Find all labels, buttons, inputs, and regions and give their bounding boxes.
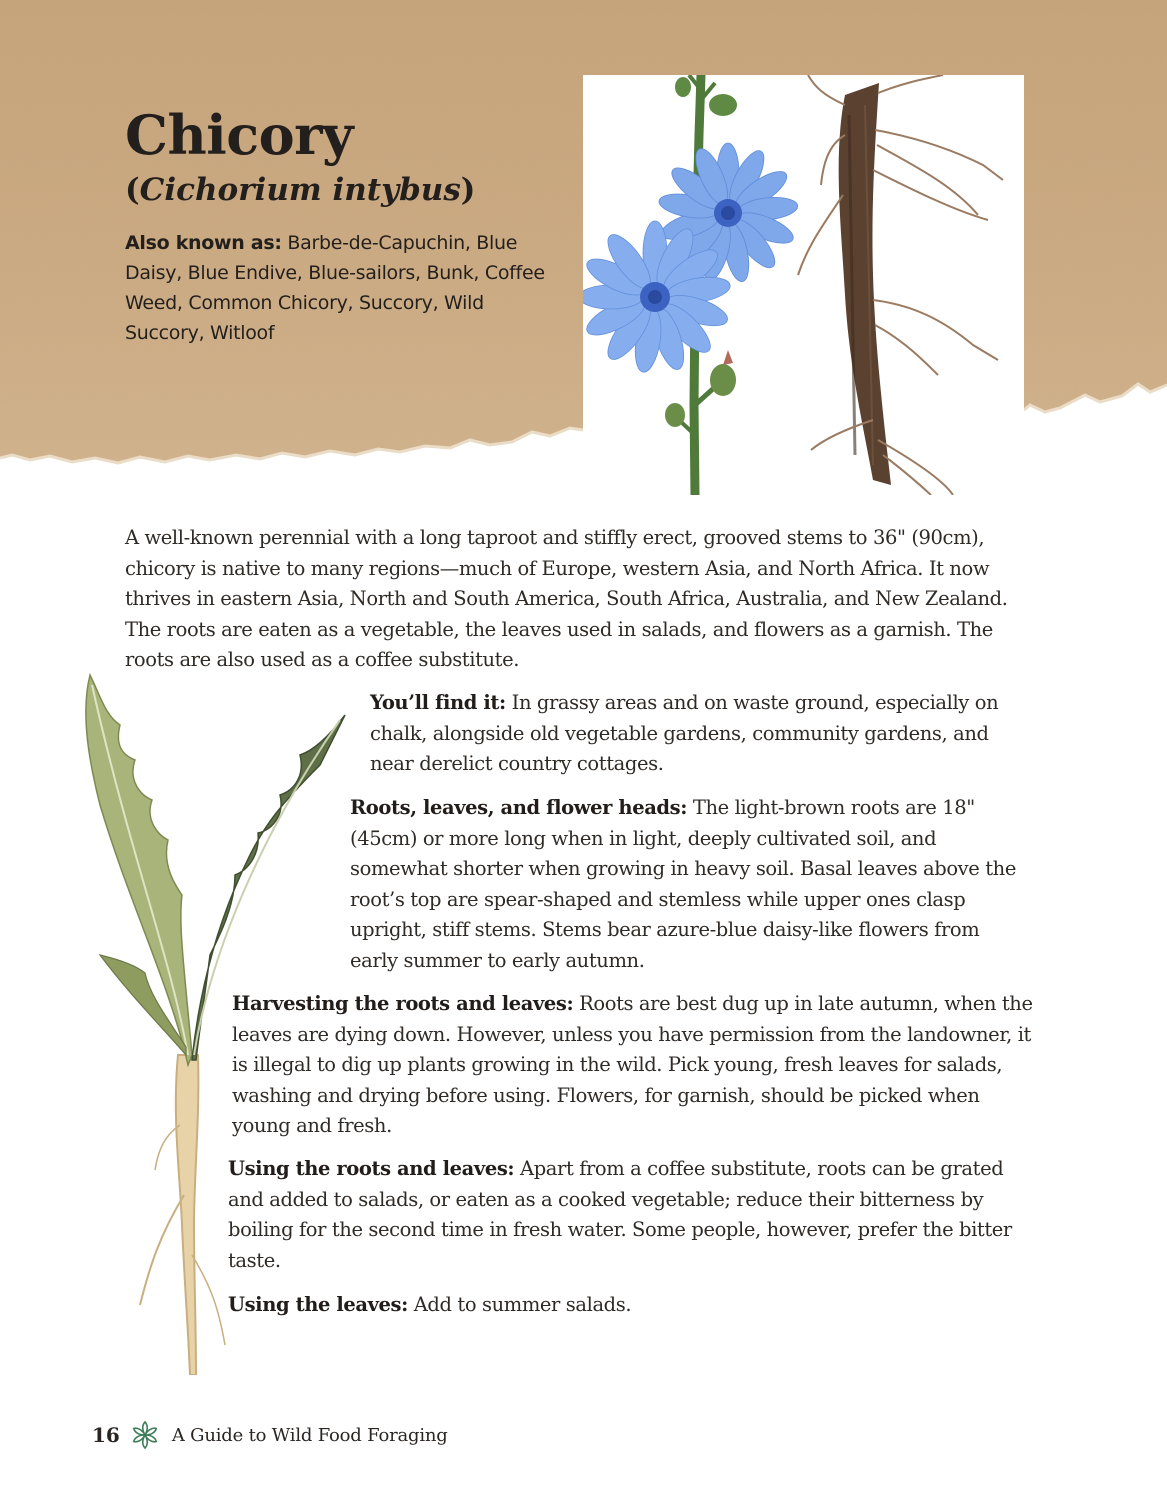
section-text: Apart from a coffee substitute, roots can be grated and added to salads, or eaten as a cooked vegetable; reduce their bitterness by boiling for the second time in fresh water. Some people, however, prefer the bitter taste. bbox=[228, 1157, 1012, 1272]
also-known-as bbox=[125, 228, 545, 348]
plant-title: Chicory bbox=[125, 103, 353, 167]
section-using-roots-leaves bbox=[228, 1154, 1028, 1276]
page-number: 16 bbox=[92, 1423, 120, 1447]
page-footer bbox=[92, 1418, 448, 1452]
chicory-flower-and-root-photo bbox=[583, 75, 1024, 495]
section-roots-leaves-flowers bbox=[350, 793, 1030, 976]
section-harvesting bbox=[232, 989, 1040, 1142]
section-using-leaves bbox=[228, 1290, 1028, 1321]
section-heading: Harvesting the roots and leaves: bbox=[232, 992, 574, 1015]
latin-name bbox=[125, 168, 475, 212]
latin-close-paren: ) bbox=[460, 172, 476, 208]
section-where-found bbox=[370, 688, 1030, 780]
section-heading: Using the roots and leaves: bbox=[228, 1157, 515, 1180]
section-text: In grassy areas and on waste ground, especially on chalk, alongside old vegetable gardens, community gardens, and near derelict country cottages. bbox=[370, 691, 999, 775]
latin-open-paren: ( bbox=[125, 172, 140, 208]
section-heading: Roots, leaves, and flower heads: bbox=[350, 796, 688, 819]
also-known-as-label: Also known as: bbox=[125, 232, 282, 254]
section-text: Add to summer salads. bbox=[413, 1293, 632, 1316]
intro-paragraph: A well-known perennial with a long taproot and stiffly erect, grooved stems to 36" (90cm), chicory is native to many regions—much of Europe, western Asia, and North Africa. It now thrives in eastern Asia, North and South America, South Africa, Australia, and New Zealand. The roots are eaten as a vegetable, the leaves used in salads, and flowers as a garnish. The roots are also used as a coffee substitute. bbox=[125, 526, 1008, 671]
latin-name-text: Cichorium intybus bbox=[139, 172, 461, 208]
also-known-as-text: Barbe-de-Capuchin, Blue Daisy, Blue Endive, Blue-sailors, Bunk, Coffee Weed, Common Chicory, Succory, Wild Succory, Witloof bbox=[125, 232, 545, 344]
section-heading: You’ll find it: bbox=[370, 691, 506, 714]
book-title: A Guide to Wild Food Foraging bbox=[171, 1424, 448, 1446]
section-text: Roots are best dug up in late autumn, when the leaves are dying down. However, unless you have permission from the landowner, it is illegal to dig up plants growing in the wild. Pick young, fresh leaves for salads, washing and drying before using. Flowers, for garnish, should be picked when young and fresh. bbox=[232, 992, 1033, 1137]
section-heading: Using the leaves: bbox=[228, 1293, 408, 1316]
leaf-rosette-icon bbox=[130, 1420, 160, 1450]
section-text: The light-brown roots are 18" (45cm) or more long when in light, deeply cultivated soil, and somewhat shorter when growing in heavy soil. Basal leaves above the root’s top are spear-shaped and stemless while upper ones clasp upright, stiff stems. Stems bear azure-blue daisy-like flowers from early summer to early autumn. bbox=[350, 796, 1016, 972]
